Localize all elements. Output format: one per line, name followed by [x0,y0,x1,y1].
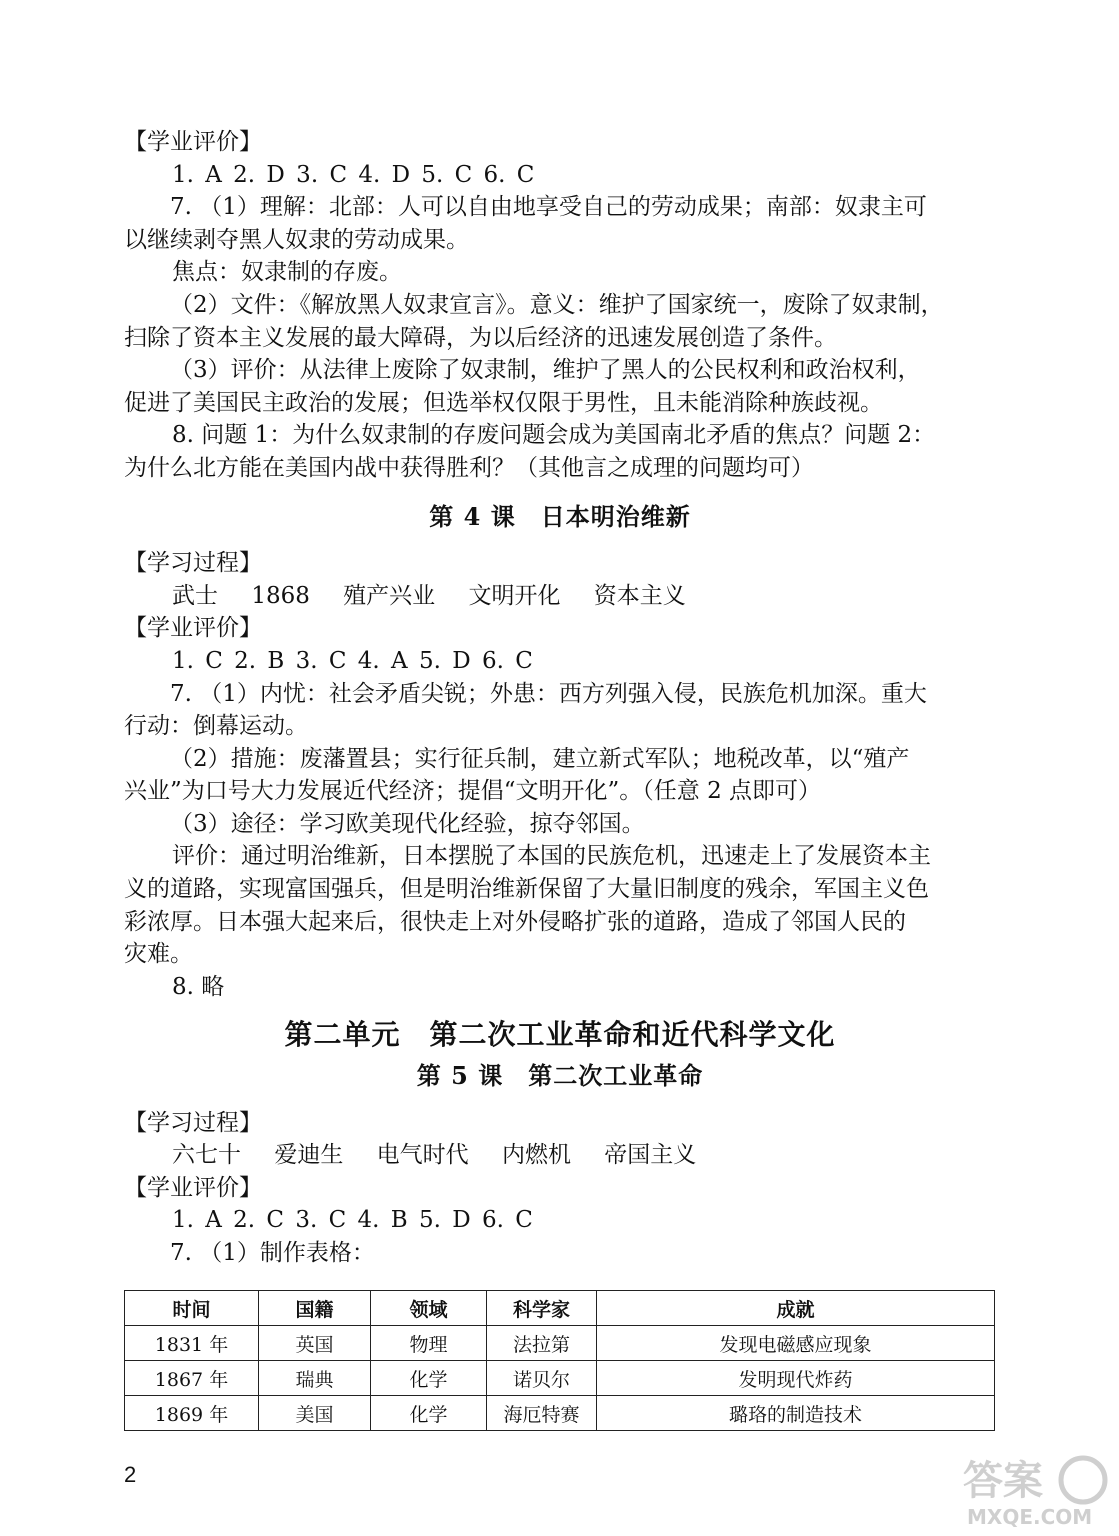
table-cell: 璐珞的制造技术 [597,1396,995,1431]
column-header-scientist: 科学家 [487,1291,597,1326]
choice-answers: 1. C 2. B 3. C 4. A 5. D 6. C [172,647,533,674]
process-answers [124,1139,996,1172]
unit-title: 第二单元 第二次工业革命和近代科学文化 [284,1018,836,1052]
table-header-row [125,1291,995,1326]
answer-line: 扫除了资本主义发展的最大障碍，为以后经济的迅速发展创造了条件。 [124,324,837,351]
process-item: 帝国主义 [604,1142,697,1169]
column-header-field: 领域 [371,1291,487,1326]
process-item: 武士 [172,582,218,609]
process-item: 文明开化 [468,582,561,609]
table-cell: 1869 年 [125,1396,259,1431]
answer-line: （3）评价：从法律上废除了奴隶制，维护了黑人的公民权利和政治权利， [170,357,921,384]
watermark-circle [1061,1458,1105,1502]
table-cell: 法拉第 [487,1326,597,1361]
lesson-title: 第 5 课 第二次工业革命 [416,1061,704,1091]
table-row [125,1361,995,1396]
table-cell: 瑞典 [259,1361,371,1396]
table-cell: 诺贝尔 [487,1361,597,1396]
process-item: 六七十 [172,1142,241,1169]
answer-line: 促进了美国民主政治的发展；但选举权仅限于男性，且未能消除种族歧视。 [124,389,883,416]
answer-line: 为什么北方能在美国内战中获得胜利？（其他言之成理的问题均可） [124,454,814,481]
process-item: 资本主义 [593,582,686,609]
process-item: 爱迪生 [274,1142,344,1169]
section-heading-process: 【学习过程】 [124,550,262,577]
section-heading-eval: 【学业评价】 [124,1174,262,1201]
table-row [125,1396,995,1431]
watermark-top-text: 答案 [963,1458,1043,1504]
page-number: 2 [124,1462,137,1487]
answer-line: 行动：倒幕运动。 [124,713,308,740]
column-header-achievement: 成就 [597,1291,995,1326]
process-item: 电气时代 [376,1142,469,1169]
answer-line: 7. （1）理解：北部：人可以自由地享受自己的劳动成果；南部：奴隶主可 [170,194,927,221]
lesson-title: 第 4 课 日本明治维新 [429,501,691,531]
choice-answers: 1. A 2. D 3. C 4. D 5. C 6. C [172,161,535,188]
column-header-nationality: 国籍 [259,1291,371,1326]
answer-line: 评价：通过明治维新，日本摆脱了本国的民族危机，迅速走上了发展资本主 [172,843,931,870]
achievements-table [124,1290,995,1431]
section-heading-eval: 【学业评价】 [124,129,262,155]
answer-line: 7. （1）制作表格： [170,1240,375,1266]
page-content [124,126,996,1270]
process-item: 殖产兴业 [343,582,436,609]
process-item: 1868 [251,582,310,609]
table-cell: 海厄特赛 [487,1396,597,1431]
section-heading-eval: 【学业评价】 [124,615,262,642]
answer-line: 义的道路，实现富国强兵，但是明治维新保留了大量旧制度的残余，军国主义色 [124,876,929,903]
process-answers [124,580,996,613]
table-cell: 物理 [371,1326,487,1361]
table-cell: 发明现代炸药 [597,1361,995,1396]
answer-line: 兴业”为口号大力发展近代经济；提倡“文明开化”。（任意 2 点即可） [124,778,822,805]
table-cell: 美国 [259,1396,371,1431]
section-heading-process: 【学习过程】 [124,1109,262,1136]
answer-line: 彩浓厚。日本强大起来后，很快走上对外侵略扩张的道路，造成了邻国人民的 [124,908,906,935]
table-cell: 英国 [259,1326,371,1361]
watermark-logo [961,1450,1111,1530]
process-item: 内燃机 [501,1142,571,1169]
table-cell: 1831 年 [125,1326,259,1361]
table-cell: 化学 [371,1396,487,1431]
answer-line: 8. 问题 1：为什么奴隶制的存废问题会成为美国南北矛盾的焦点？问题 2： [172,422,936,449]
answer-line: 以继续剥夺黑人奴隶的劳动成果。 [124,226,469,253]
table-cell: 化学 [371,1361,487,1396]
column-header-time: 时间 [125,1291,259,1326]
answer-line: （2）文件：《解放黑人奴隶宣言》。意义：维护了国家统一，废除了奴隶制， [170,291,944,318]
answer-line: （2）措施：废藩置县；实行征兵制，建立新式军队；地税改革，以“殖产 [170,745,910,772]
answer-line: （3）途径：学习欧美现代化经验，掠夺邻国。 [170,810,645,837]
answer-line: 焦点：奴隶制的存废。 [172,259,402,286]
choice-answers: 1. A 2. C 3. C 4. B 5. D 6. C [172,1207,533,1234]
answer-line: 灾难。 [124,941,193,968]
watermark-bottom-text: MXQE.COM [967,1505,1093,1529]
table-row [125,1326,995,1361]
table-cell: 1867 年 [125,1361,259,1396]
table-cell: 发现电磁感应现象 [597,1326,995,1361]
answer-line: 7. （1）内忧：社会矛盾尖锐；外患：西方列强入侵，民族危机加深。重大 [170,680,927,707]
answer-line: 8. 略 [172,973,225,1000]
